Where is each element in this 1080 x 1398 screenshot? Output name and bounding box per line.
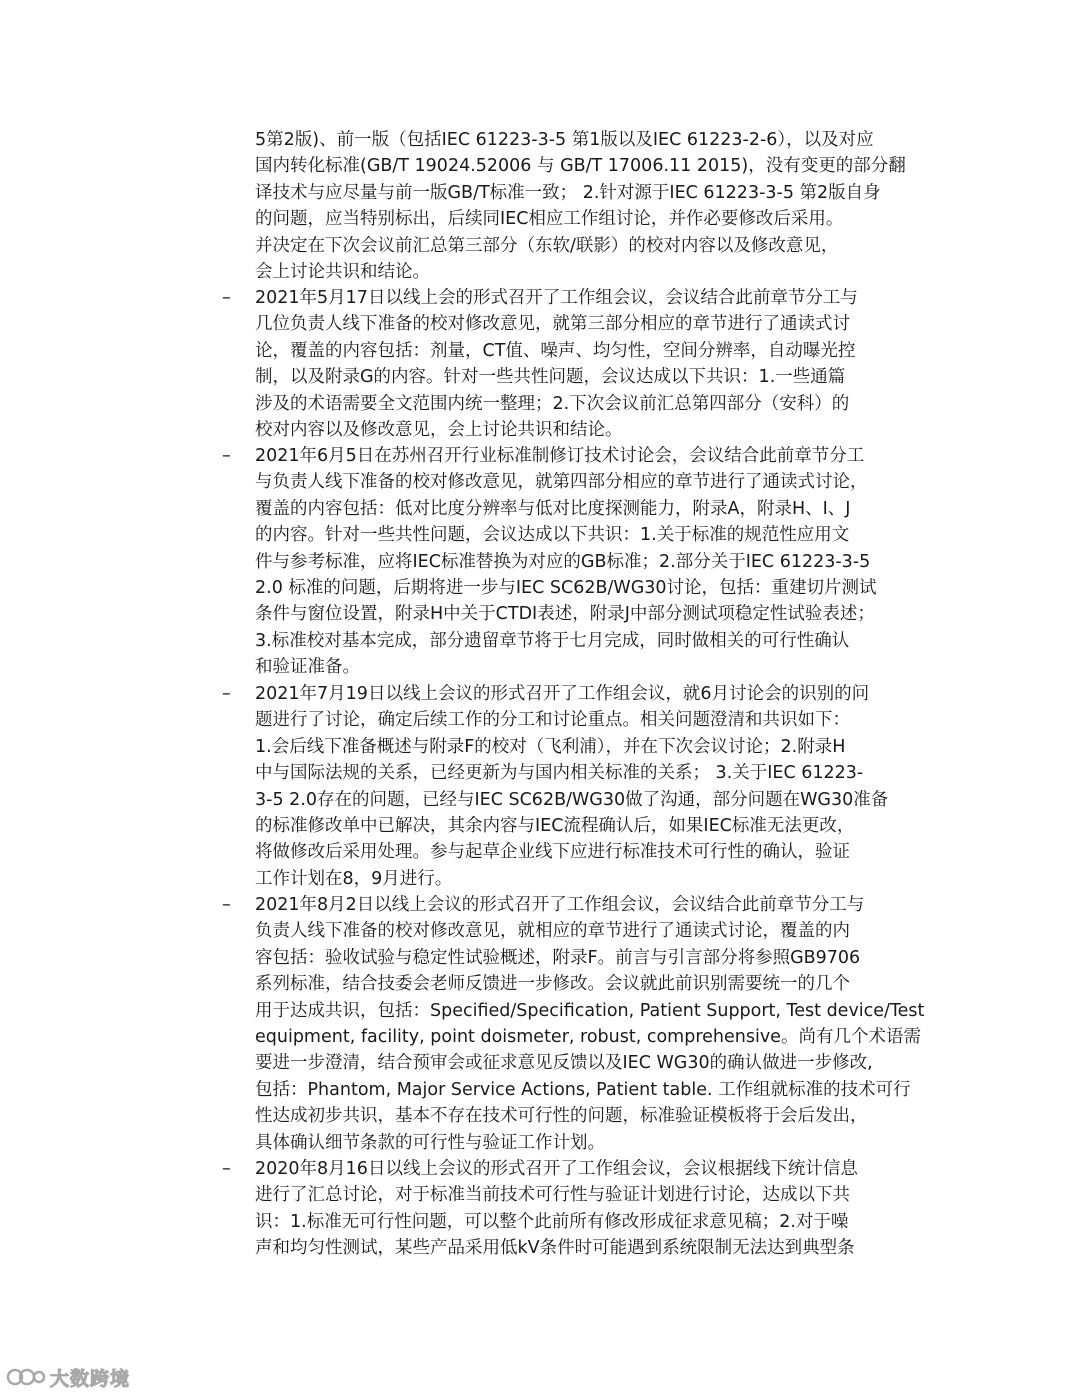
text-line: 译技术与应尽量与前一版GB/T标准一致； 2.针对源于IEC 61223-3-5 第2版自身 [255, 182, 881, 203]
bullet-dash: – [222, 684, 231, 704]
text-line: 进行了汇总讨论，对于标准当前技术可行性与验证计划进行讨论，达成以下共 [255, 1185, 850, 1206]
text-line: 和验证准备。 [255, 657, 360, 678]
list-item-text [255, 285, 935, 443]
text-line: 3-5 2.0存在的问题，已经与IEC SC62B/WG30做了沟通，部分问题在WG30准备 [255, 789, 889, 810]
text-line: 的内容。针对一些共性问题，会议达成以下共识：1.关于标准的规范性应用文 [255, 525, 850, 546]
text-line: 包括：Phantom, Major Service Actions, Patient table. 工作组就标准的技术可行 [255, 1079, 911, 1100]
list-item-text [255, 892, 935, 1156]
text-line: 涉及的术语需要全文范围内统一整理；2.下次会议前汇总第四部分（安科）的 [255, 393, 850, 414]
text-line: 会上讨论共识和结论。 [255, 262, 430, 283]
text-line: 制，以及附录G的内容。针对一些共性问题，会议达成以下共识：1.一些通篇 [255, 367, 846, 388]
daoshu-logo-icon [6, 1364, 46, 1390]
text-line: 识：1.标准无可行性问题，可以整个此前所有修改形成征求意见稿；2.对于噪 [255, 1211, 849, 1232]
text-line: 2021年5月17日以线上会的形式召开了工作组会议，会议结合此前章节分工与 [255, 288, 858, 308]
text-line: 的标准修改单中已解决，其余内容与IEC流程确认后，如果IEC标准无法更改， [255, 816, 855, 837]
list-item-text [255, 681, 935, 892]
text-line: 2021年7月19日以线上会议的形式召开了工作组会议，就6月讨论会的识别的问 [255, 684, 870, 704]
bullet-dash: – [222, 1159, 231, 1179]
bullet-dash: – [222, 288, 231, 308]
text-line: equipment, facility, point doismeter, robust, comprehensive。尚有几个术语需 [255, 1027, 921, 1048]
text-line: 要进一步澄清，结合预审会或征求意见反馈以及IEC WG30的确认做进一步修改, [255, 1053, 873, 1074]
text-line: 几位负责人线下准备的校对修改意见，就第三部分相应的章节进行了通读式讨 [255, 314, 850, 335]
text-line: 具体确认细节条款的可行性与验证工作计划。 [255, 1132, 605, 1153]
list-item-text [255, 1156, 935, 1262]
text-line: 负责人线下准备的校对修改意见，就相应的章节进行了通读式讨论，覆盖的内 [255, 921, 850, 942]
text-line: 1.会后线下准备概述与附录F的校对（飞利浦），并在下次会议讨论；2.附录H [255, 736, 846, 757]
text-line: 国内转化标准(GB/T 19024.52006 与 GB/T 17006.11 2015)，没有变更的部分翻 [255, 156, 906, 177]
bullet-dash: – [222, 895, 231, 915]
text-line: 件与参考标准，应将IEC标准替换为对应的GB标准；2.部分关于IEC 61223-3-5 [255, 551, 871, 572]
text-line: 2021年8月2日以线上会议的形式召开了工作组会议，会议结合此前章节分工与 [255, 895, 865, 915]
continuation-paragraph [255, 127, 935, 285]
text-line: 用于达成共识，包括：Specified/Specification, Patient Support, Test device/Test [255, 1000, 925, 1021]
text-line: 论，覆盖的内容包括：剂量，CT值、噪声、均匀性，空间分辨率，自动曝光控 [255, 340, 856, 361]
text-line: 校对内容以及修改意见，会上讨论共识和结论。 [255, 420, 623, 441]
text-line: 性达成初步共识，基本不存在技术可行性的问题，标准验证模板将于会后发出， [255, 1106, 868, 1127]
watermark [6, 1362, 130, 1392]
text-line: 并决定在下次会议前汇总第三部分（东软/联影）的校对内容以及修改意见， [255, 235, 839, 256]
text-line: 2.0 标准的问题，后期将进一步与IEC SC62B/WG30讨论，包括：重建切片测试 [255, 578, 877, 599]
text-line: 工作计划在8，9月进行。 [255, 868, 453, 889]
text-line: 系列标准，结合技委会老师反馈进一步修改。会议就此前识别需要统一的几个 [255, 974, 850, 995]
text-line: 的问题，应当特别标出，后续同IEC相应工作组讨论，并作必要修改后采用。 [255, 209, 844, 230]
text-line: 声和均匀性测试，某些产品采用低kV条件时可能遇到系统限制无法达到典型条 [255, 1238, 855, 1259]
text-line: 2021年6月5日在苏州召开行业标准制修订技术讨论会，会议结合此前章节分工 [255, 446, 865, 466]
text-line: 3.标准校对基本完成，部分遗留章节将于七月完成，同时做相关的可行性确认 [255, 630, 850, 651]
text-line: 中与国际法规的关系，已经更新为与国内相关标准的关系； 3.关于IEC 61223- [255, 763, 864, 784]
watermark-text: 大数跨境 [50, 1367, 131, 1390]
text-line: 容包括：验收试验与稳定性试验概述，附录F。前言与引言部分将参照GB9706 [255, 947, 861, 968]
text-line: 题进行了讨论，确定后续工作的分工和讨论重点。相关问题澄清和共识如下： [255, 710, 850, 731]
text-line: 将做修改后采用处理。参与起草企业线下应进行标准技术可行性的确认，验证 [255, 842, 850, 863]
bullet-dash: – [222, 446, 231, 466]
text-line: 与负责人线下准备的校对修改意见，就第四部分相应的章节进行了通读式讨论， [255, 472, 868, 493]
text-line: 覆盖的内容包括：低对比度分辨率与低对比度探测能力，附录A，附录H、I、J [255, 498, 851, 519]
text-line: 5第2版)、前一版（包括IEC 61223-3-5 第1版以及IEC 61223-2-6），以及对应 [255, 130, 874, 150]
text-line: 条件与窗位设置，附录H中关于CTDI表述，附录J中部分测试项稳定性试验表述； [255, 604, 875, 625]
list-item-text [255, 443, 935, 681]
text-line: 2020年8月16日以线上会议的形式召开了工作组会议，会议根据线下统计信息 [255, 1159, 858, 1179]
